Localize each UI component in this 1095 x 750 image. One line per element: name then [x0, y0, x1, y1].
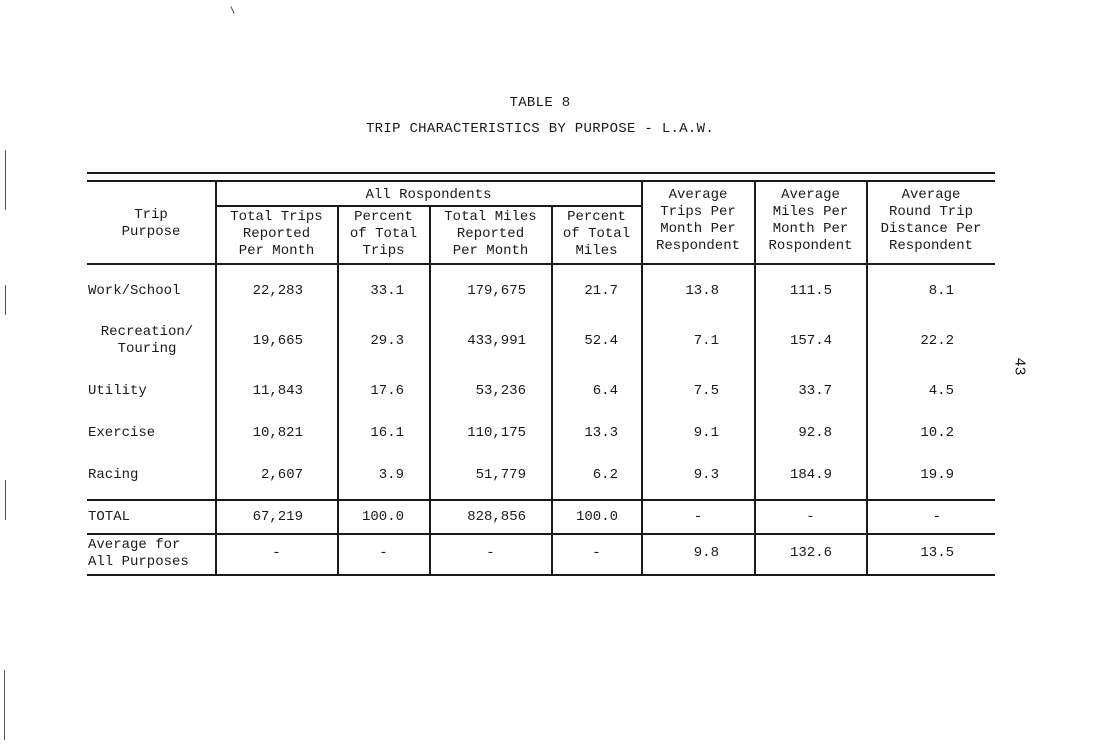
cell-total-trips: 22,283	[252, 283, 303, 299]
page-number: 43	[1010, 357, 1028, 376]
average-row-label: Average for All Purposes	[88, 537, 189, 570]
scan-mark	[5, 480, 6, 520]
cell-avg-distance: 19.9	[920, 467, 954, 483]
cell-pct-miles: 52.4	[584, 333, 618, 349]
cell-pct-miles: 13.3	[584, 425, 618, 441]
cell-avg-miles: 33.7	[798, 383, 832, 399]
cell-avg-distance: 4.5	[928, 383, 954, 399]
header-trip-purpose: Trip Purpose	[121, 207, 181, 240]
header-all-respondents: All Rospondents	[365, 187, 492, 203]
header-total-miles: Total Miles Reported Per Month	[444, 209, 537, 259]
table-title: TRIP CHARACTERISTICS BY PURPOSE - L.A.W.	[365, 121, 715, 137]
total-pct-trips: 100.0	[361, 509, 404, 525]
average-avg-trips: 9.8	[693, 545, 719, 561]
table-bottom-rule	[87, 574, 995, 576]
scan-mark	[5, 150, 6, 210]
cell-total-trips: 2,607	[260, 467, 303, 483]
cell-total-trips: 11,843	[252, 383, 303, 399]
row-purpose: Work/School	[88, 283, 181, 299]
cell-pct-trips: 16.1	[370, 425, 404, 441]
table-number: TABLE 8	[509, 95, 571, 111]
average-top-rule	[87, 533, 995, 535]
row-purpose: Racing	[88, 467, 139, 483]
header-bottom-rule	[87, 263, 995, 265]
cell-pct-trips: 17.6	[370, 383, 404, 399]
top-rule-1	[87, 172, 995, 174]
header-avg-trips: Average Trips Per Month Per Respondent	[655, 187, 740, 254]
cell-total-trips: 10,821	[252, 425, 303, 441]
total-total-trips: 67,219	[252, 509, 303, 525]
cell-total-trips: 19,665	[252, 333, 303, 349]
cell-avg-miles: 111.5	[789, 283, 832, 299]
header-total-trips: Total Trips Reported Per Month	[230, 209, 323, 259]
cell-avg-trips: 9.3	[693, 467, 719, 483]
cell-pct-trips: 33.1	[370, 283, 404, 299]
cell-pct-miles: 6.4	[592, 383, 618, 399]
cell-avg-miles: 92.8	[798, 425, 832, 441]
header-percent-trips: Percent of Total Trips	[349, 209, 418, 259]
cell-pct-miles: 21.7	[584, 283, 618, 299]
average-avg-distance: 13.5	[920, 545, 954, 561]
row-purpose: Recreation/ Touring	[100, 324, 194, 357]
cell-avg-trips: 13.8	[685, 283, 719, 299]
total-avg-distance: -	[932, 509, 942, 525]
average-avg-miles: 132.6	[789, 545, 832, 561]
total-total-miles: 828,856	[467, 509, 526, 525]
cell-avg-trips: 7.1	[693, 333, 719, 349]
cell-avg-distance: 8.1	[928, 283, 954, 299]
total-row-label: TOTAL	[88, 509, 131, 525]
cell-pct-miles: 6.2	[592, 467, 618, 483]
average-total-trips: -	[272, 545, 281, 561]
top-rule-2	[87, 180, 995, 182]
row-purpose: Exercise	[88, 425, 156, 441]
cell-total-miles: 179,675	[467, 283, 526, 299]
cell-total-miles: 53,236	[475, 383, 526, 399]
header-avg-distance: Average Round Trip Distance Per Respondent	[880, 187, 982, 254]
total-pct-miles: 100.0	[575, 509, 618, 525]
cell-total-miles: 51,779	[475, 467, 526, 483]
cell-avg-trips: 9.1	[693, 425, 719, 441]
total-top-rule	[87, 499, 995, 501]
total-avg-miles: -	[806, 509, 815, 525]
scan-mark	[4, 670, 5, 740]
cell-avg-distance: 22.2	[920, 333, 954, 349]
header-percent-miles: Percent of Total Miles	[562, 209, 631, 259]
average-pct-trips: -	[379, 545, 388, 561]
cell-total-miles: 110,175	[467, 425, 526, 441]
average-pct-miles: -	[592, 545, 601, 561]
header-avg-miles: Average Miles Per Month Per Rospondent	[768, 187, 853, 254]
cell-pct-trips: 29.3	[370, 333, 404, 349]
total-avg-trips: -	[693, 509, 703, 525]
row-purpose: Utility	[88, 383, 147, 399]
cell-avg-miles: 157.4	[789, 333, 832, 349]
scan-mark	[230, 6, 234, 14]
scan-mark	[5, 285, 6, 315]
cell-avg-trips: 7.5	[693, 383, 719, 399]
average-total-miles: -	[486, 545, 495, 561]
cell-avg-distance: 10.2	[920, 425, 954, 441]
cell-avg-miles: 184.9	[789, 467, 832, 483]
cell-total-miles: 433,991	[467, 333, 526, 349]
cell-pct-trips: 3.9	[378, 467, 404, 483]
